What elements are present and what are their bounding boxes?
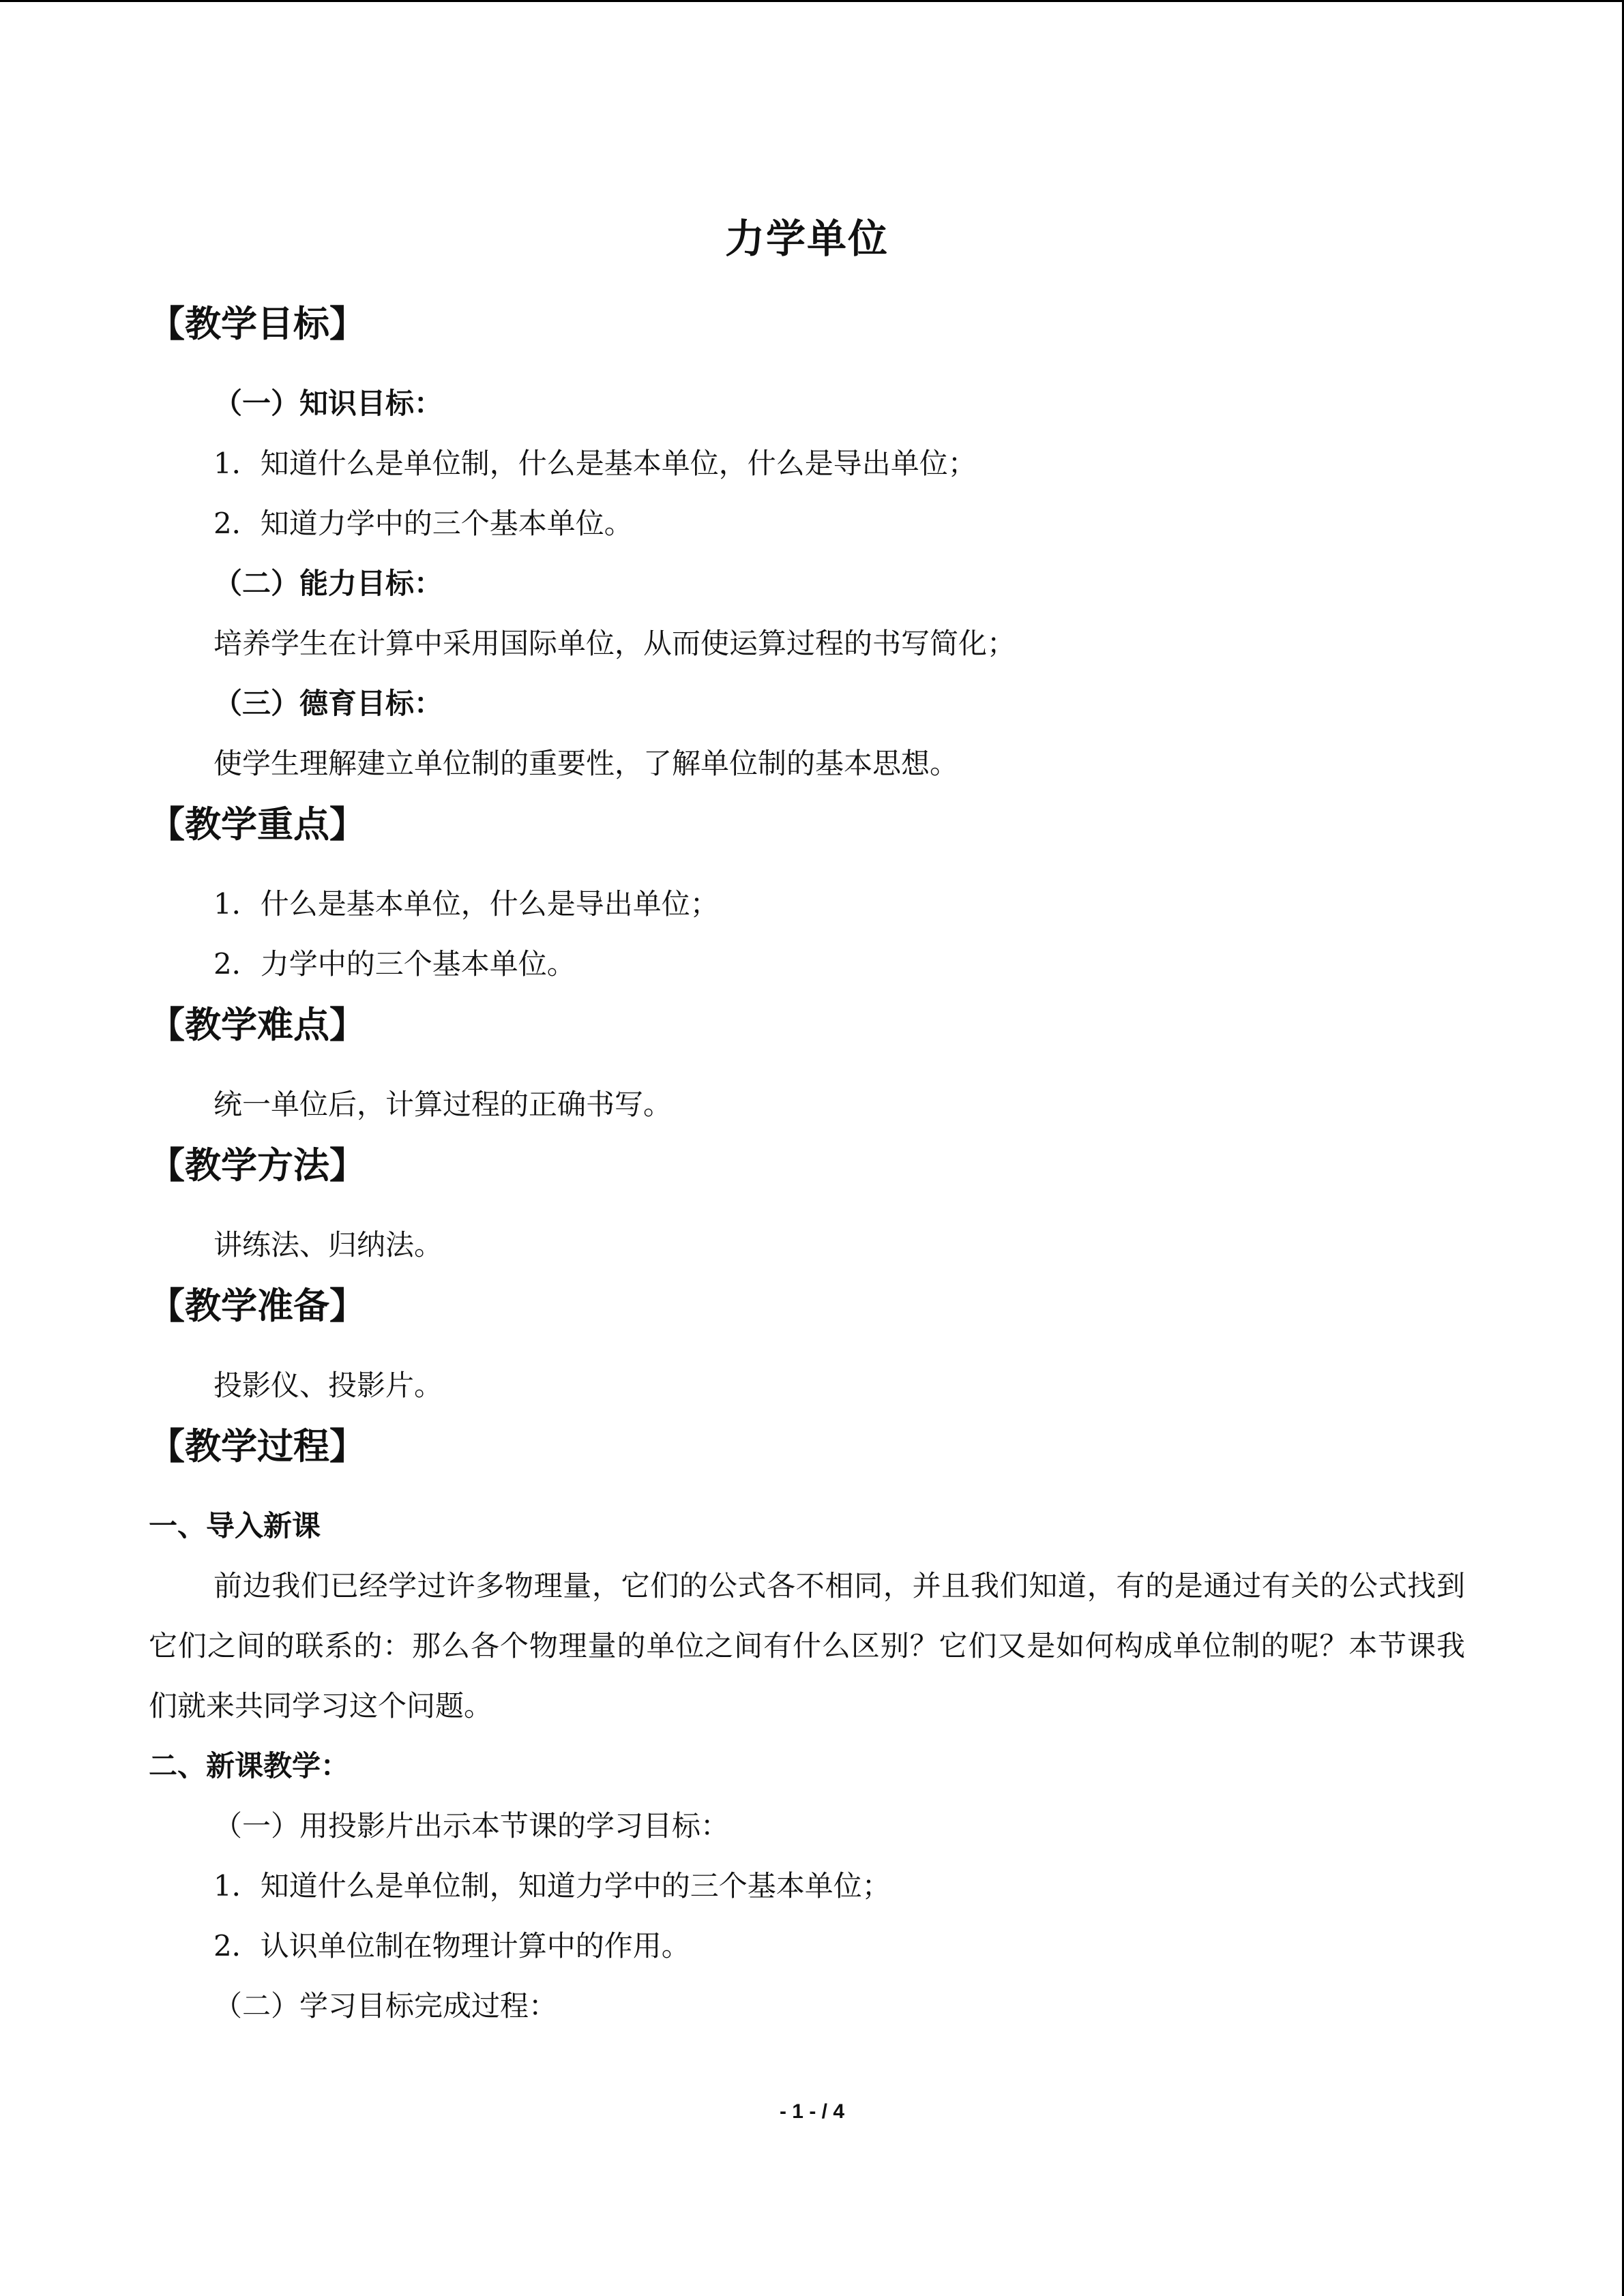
section-heading-objectives: 【教学目标】 [149, 303, 366, 345]
ability-text: 培养学生在计算中采用国际单位，从而使运算过程的书写简化； [213, 627, 1016, 660]
process-intro-paragraph: 前边我们已经学过许多物理量，它们的公式各不相同，并且我们知道，有的是通过有关的公式找到它们之间的联系的：那么各个物理量的单位之间有什么区别？它们又是如何构成单位制的呢？本节课我们就来共同学习这个问题。 [149, 1569, 1465, 1723]
section-heading-process: 【教学过程】 [149, 1425, 366, 1467]
document-title: 力学单位 [724, 215, 889, 262]
subheading-ability: （二）能力目标： [213, 567, 443, 600]
page-number-footer: - 1 - / 4 [779, 2100, 845, 2123]
preparation-text: 投影仪、投影片。 [213, 1369, 443, 1402]
document-body [149, 205, 1465, 2036]
process-intro-heading: 一、导入新课 [149, 1509, 321, 1542]
section-heading-methods: 【教学方法】 [149, 1144, 366, 1187]
new-lesson-part2-heading: （二）学习目标完成过程： [213, 1989, 558, 2023]
new-lesson-item-1: 1．知道什么是单位制，知道力学中的三个基本单位； [213, 1869, 891, 1903]
section-heading-key-points: 【教学重点】 [149, 803, 366, 846]
key-point-item-1: 1．什么是基本单位，什么是导出单位； [213, 887, 719, 921]
new-lesson-part1-heading: （一）用投影片出示本节课的学习目标： [213, 1809, 730, 1843]
section-methods [149, 1135, 1465, 1275]
section-key-points [149, 794, 1465, 994]
section-objectives [149, 293, 1465, 794]
moral-text: 使学生理解建立单位制的重要性，了解单位制的基本思想。 [213, 747, 959, 780]
subheading-knowledge: （一）知识目标： [213, 387, 443, 420]
section-preparation [149, 1275, 1465, 1416]
subheading-moral: （三）德育目标： [213, 687, 443, 720]
section-heading-preparation: 【教学准备】 [149, 1285, 366, 1327]
section-heading-difficulties: 【教学难点】 [149, 1004, 366, 1046]
section-process [149, 1416, 1465, 2036]
section-difficulties [149, 994, 1465, 1135]
new-lesson-item-2: 2．认识单位制在物理计算中的作用。 [213, 1929, 690, 1963]
knowledge-item-1: 1．知道什么是单位制，什么是基本单位，什么是导出单位； [213, 447, 977, 480]
process-new-lesson-heading: 二、新课教学： [149, 1749, 350, 1783]
methods-text: 讲练法、归纳法。 [213, 1228, 443, 1262]
difficulties-text: 统一单位后，计算过程的正确书写。 [213, 1088, 673, 1121]
page-top-border [0, 0, 1624, 2]
knowledge-item-2: 2．知道力学中的三个基本单位。 [213, 507, 633, 540]
key-point-item-2: 2．力学中的三个基本单位。 [213, 947, 576, 981]
